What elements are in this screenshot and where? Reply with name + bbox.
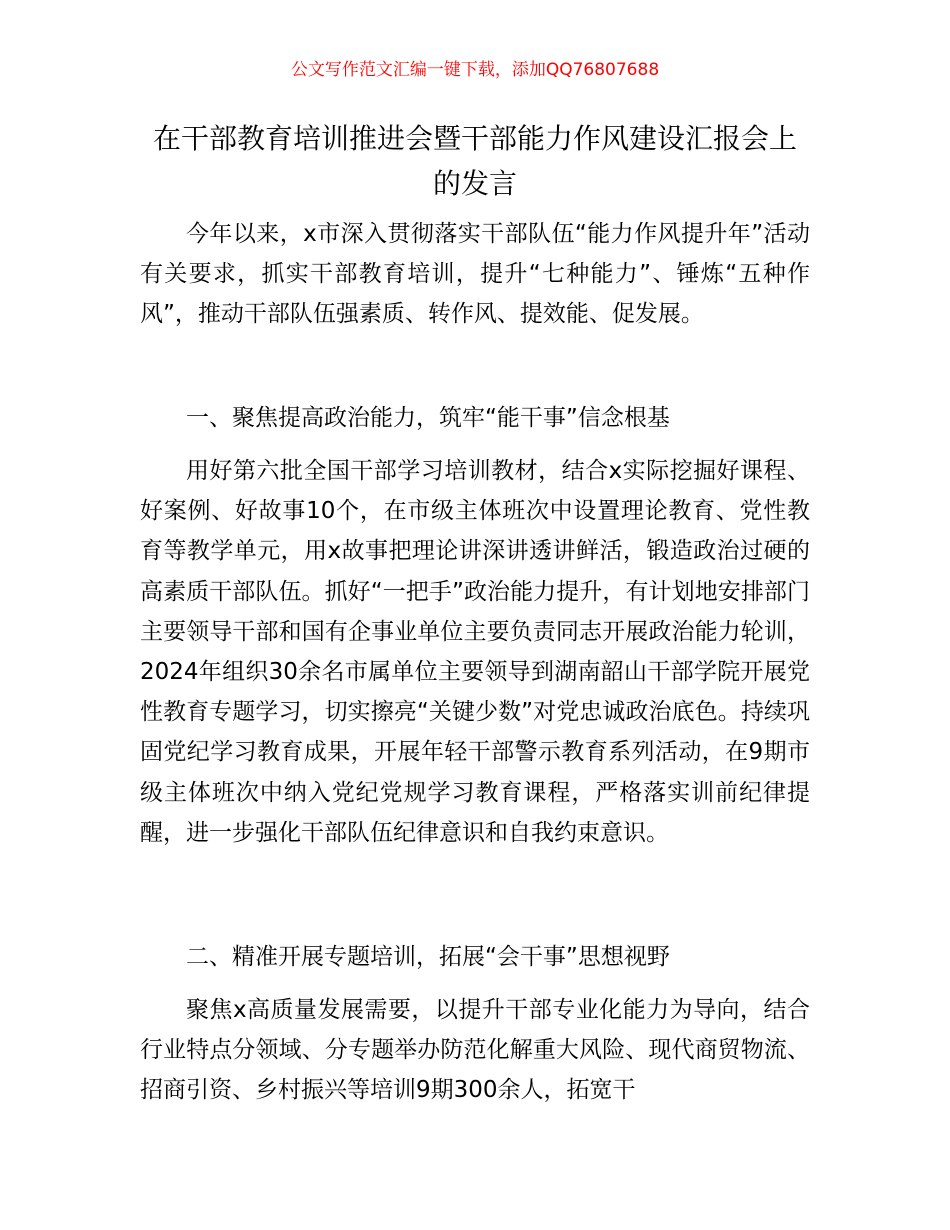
section-2-heading: 二、精准开展专题培训，拓展“会干事”思想视野	[186, 944, 670, 970]
download-notice: 公文写作范文汇编一键下载，添加QQ76807688	[290, 60, 660, 80]
section-1-heading: 一、聚焦提高政治能力，筑牢“能干事”信念根基	[186, 405, 670, 431]
intro-paragraph: 今年以来，x市深入贯彻落实干部队伍“能力作风提升年”活动有关要求，抓实干部教育培训，提升“七种能力”、锤炼“五种作风”，推动干部队伍强素质、转作风、提效能、促发展。	[140, 221, 810, 328]
section-1-paragraph: 用好第六批全国干部学习培训教材，结合x实际挖掘好课程、好案例、好故事10个，在市级主体班次中设置理论教育、党性教育等教学单元，用x故事把理论讲深讲透讲鲜活，锻造政治过硬的高素质干部队伍。抓好“一把手”政治能力提升，有计划地安排部门主要领导干部和国有企事业单位主要负责同志开展政治能力轮训，2024年组织30余名市属单位主要领导到湖南韶山干部学院开展党性教育专题学习，切实擦亮“关键少数”对党忠诚政治底色。持续巩固党纪学习教育成果，开展年轻干部警示教育系列活动，在9期市级主体班次中纳入党纪党规学习教育课程，严格落实训前纪律提醒，进一步强化干部队伍纪律意识和自我约束意识。	[140, 458, 810, 846]
document-title: 在干部教育培训推进会暨干部能力作风建设汇报会上的发言	[152, 122, 797, 200]
section-2-paragraph: 聚焦x高质量发展需要，以提升干部专业化能力为导向，结合行业特点分领域、分专题举办防范化解重大风险、现代商贸物流、招商引资、乡村振兴等培训9期300余人，拓宽干	[140, 997, 810, 1104]
